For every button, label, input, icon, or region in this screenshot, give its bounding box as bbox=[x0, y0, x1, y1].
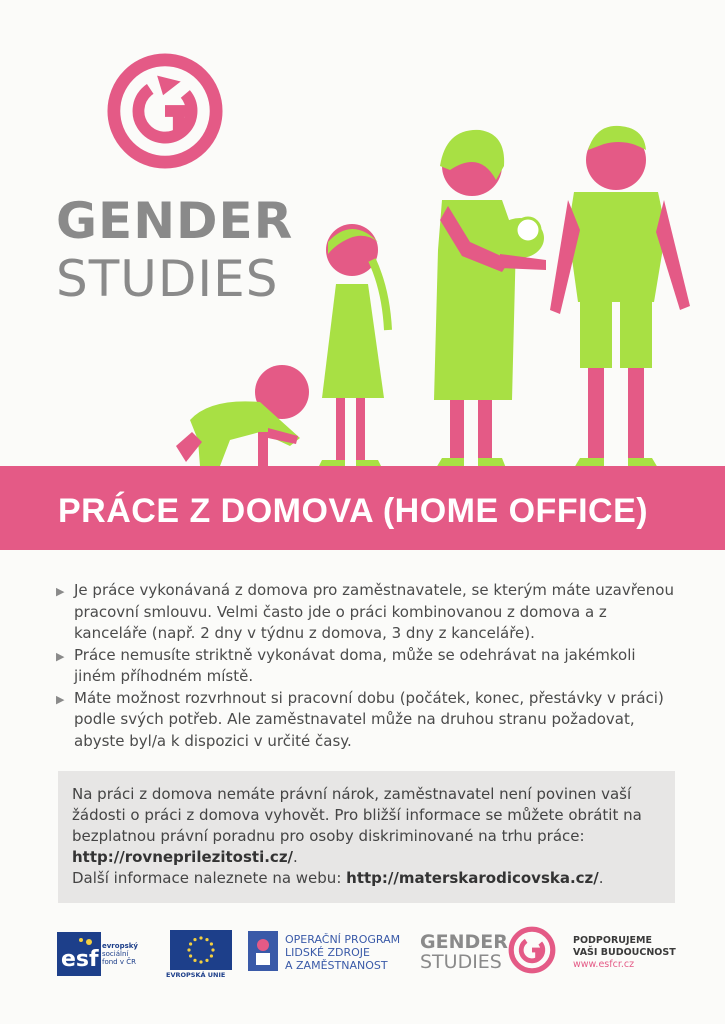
footer-brand bbox=[420, 933, 508, 972]
triangle-right-icon: ▶ bbox=[56, 649, 65, 663]
family-illustration bbox=[150, 120, 710, 470]
svg-text:esf: esf bbox=[61, 947, 99, 972]
op-line2: LIDSKÉ ZDROJE bbox=[285, 946, 370, 959]
brand-line2: STUDIES bbox=[56, 250, 279, 308]
gender-studies-small-logo-icon bbox=[508, 926, 556, 974]
page-title: PRÁCE Z DOMOVA (HOME OFFICE) bbox=[58, 492, 649, 530]
bullet-text: Práce nemusíte striktně vykonávat doma, může se odehrávat na jakémkoli jiném příhodném místě. bbox=[74, 645, 636, 685]
esf-line3: fond v ČR bbox=[102, 958, 136, 966]
op-line3: A ZAMĚSTNANOST bbox=[285, 959, 388, 972]
op-line1: OPERAČNÍ PROGRAM bbox=[285, 933, 401, 946]
support-line1: PODPORUJEME bbox=[573, 935, 652, 946]
esf-line2: sociální bbox=[102, 950, 129, 958]
footer-brand-line2: STUDIES bbox=[420, 951, 502, 973]
bullet-text: Je práce vykonávaná z domova pro zaměstnavatele, se kterým máte uzavřenou pracovní smlouvu. Velmi často jde o práci kombinovanou z domova a z kanceláře (např. 2 dny v týdnu z domova, 3 dny z kanceláře). bbox=[74, 581, 674, 642]
website-link[interactable]: http://materskarodicovska.cz/ bbox=[346, 869, 599, 887]
baby-figure bbox=[176, 365, 309, 466]
op-label bbox=[285, 933, 400, 972]
support-line2: VAŠI BUDOUCNOST bbox=[573, 947, 676, 958]
list-item bbox=[56, 580, 676, 645]
girl-figure bbox=[318, 224, 388, 468]
footer-brand-line1: GENDER bbox=[420, 931, 508, 953]
op-puzzle-icon bbox=[248, 931, 278, 971]
info-paragraph: Na práci z domova nemáte právní nárok, zaměstnavatel není povinen vaší žádosti o práci z domova vyhovět. Pro bližší informace se můžete obrátit na bezplatnou právní poradnu pro osoby diskriminované na trhu práce: bbox=[72, 785, 642, 845]
esf-url-link[interactable]: www.esfcr.cz bbox=[573, 959, 635, 970]
triangle-right-icon: ▶ bbox=[56, 692, 65, 706]
eu-label: EVROPSKÁ UNIE bbox=[166, 971, 226, 979]
father-figure bbox=[550, 126, 690, 468]
info-more: Další informace naleznete na webu: bbox=[72, 869, 342, 887]
legal-advice-link[interactable]: http://rovneprilezitosti.cz/ bbox=[72, 848, 294, 866]
brand-line1: GENDER bbox=[56, 192, 294, 250]
eu-flag-icon bbox=[170, 930, 232, 970]
support-label bbox=[573, 935, 676, 971]
mother-figure bbox=[434, 130, 546, 468]
info-text: Na práci z domova nemáte právní nárok, zaměstnavatel není povinen vaší žádosti o práci z domova vyhovět. Pro bližší informace se můžete obrátit na bezplatnou právní poradnu pro osoby diskriminované na trhu práce: http://rovneprilezitosti.cz/. Další informace naleznete na webu: http://materskarodicovska.cz/. bbox=[72, 785, 642, 887]
list-item bbox=[56, 645, 676, 688]
bullet-list bbox=[56, 580, 676, 752]
esf-label bbox=[102, 942, 138, 966]
bullet-text: Máte možnost rozvrhnout si pracovní dobu (počátek, konec, přestávky v práci) podle svých potřeb. Ale zaměstnavatel může na druhou stranu požadovat, abyste byl/a k dispozici v určité časy. bbox=[74, 688, 664, 750]
esf-line1: evropský bbox=[102, 942, 138, 950]
list-item bbox=[56, 688, 676, 753]
triangle-right-icon: ▶ bbox=[56, 585, 65, 598]
